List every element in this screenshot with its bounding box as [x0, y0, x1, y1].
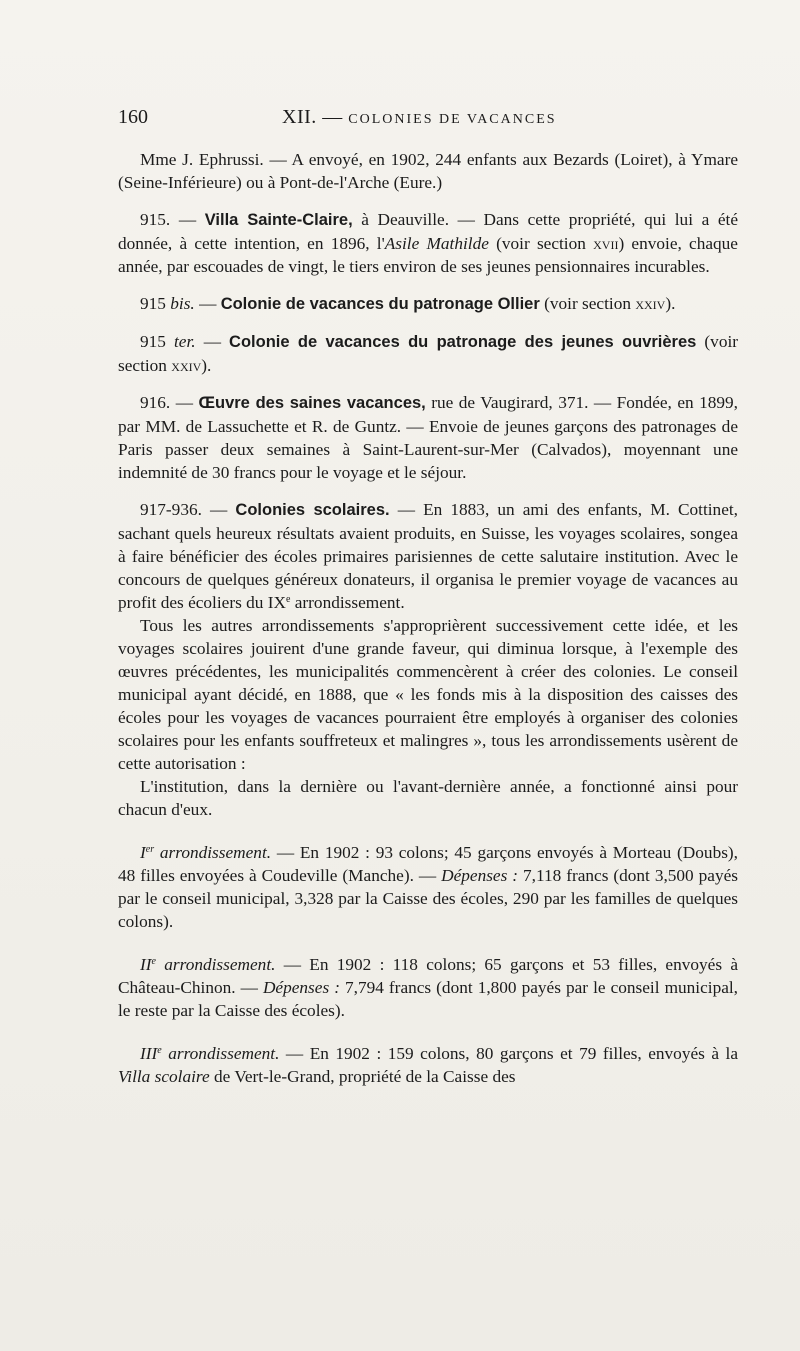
entry-title: Colonies scolaires. — [235, 501, 390, 519]
page-number: 160 — [118, 106, 148, 128]
chapter-number: XII. — — [282, 106, 343, 128]
paragraph-916: 916. — Œuvre des saines vacances, rue de Vaugirard, 371. — Fondée, en 1899, par MM. de Lassuchette et R. de Guntz. — Envoie de jeunes garçons des patronages de Paris passer deux semaines à Saint-Laurent-sur-Mer (Calvados), moyennant une indemnité de 30 francs pour le voyage et le séjour. — [118, 393, 739, 482]
arrondissement-label: IIIe arrondissement. — [140, 1044, 280, 1063]
paragraph-915: 915. — Villa Sainte-Claire, à Deauville. — Dans cette propriété, qui lui a été donnée, à cette intention, en 1896, l'Asile Mathilde (voir section xvii) envoie, chaque année, par escouades de vingt, le tiers environ de ses jeunes pensionnaires incurables. — [118, 210, 738, 276]
arrondissement-label: Ier arrondissement. — [140, 843, 272, 862]
paragraph-tous: Tous les autres arrondissements s'approprièrent successivement cette idée, et les voyages scolaires jouirent d'une grande faveur, qui diminua lorsque, à l'exemple des œuvres précédentes, les municipalités commencèrent à créer des colonies. Le conseil municipal ayant décidé, en 1888, que « les fonds mis à la disposition des caisses des écoles pour les voyages de vacances pourraient être employés à organiser des colonies scolaires pour les enfants souffreteux et malingres », tous les arrondissements usèrent de cette autorisation : — [118, 616, 738, 773]
paragraph-ephrussi: Mme J. Ephrussi. — A envoyé, en 1902, 244 enfants aux Bezards (Loiret), à Ymare (Seine-Inférieure) ou à Pont-de-l'Arche (Eure.) — [118, 150, 738, 192]
paragraph-915-bis: 915 bis. — Colonie de vacances du patronage Ollier (voir section xxiv). — [140, 294, 676, 313]
entry-title: Villa Sainte-Claire, — [204, 211, 353, 229]
paragraph-institution: L'institution, dans la dernière ou l'avant-dernière année, a fonctionné ainsi pour chacun d'eux. — [118, 777, 738, 819]
chapter-title: COLONIES DE VACANCES — [348, 112, 557, 127]
villa-name: Villa scolaire — [118, 1067, 210, 1086]
entry-title: Colonie de vacances du patronage des jeunes ouvrières — [229, 333, 697, 351]
paragraph-arrondissement-3: IIIe arrondissement. — En 1902 : 159 colons, 80 garçons et 79 filles, envoyés à la Villa scolaire de Vert-le-Grand, propriété de la Caisse des — [118, 1044, 738, 1086]
entry-number: 916. — — [140, 393, 193, 412]
entry-number: 917-936. — — [140, 500, 228, 519]
entry-number: 915 — [140, 294, 166, 313]
paragraph-915-ter: 915 ter. — Colonie de vacances du patronage des jeunes ouvrières (voir section xxiv). — [118, 332, 739, 375]
paragraph-arrondissement-1: Ier arrondissement. — En 1902 : 93 colons; 45 garçons envoyés à Morteau (Doubs), 48 filles envoyées à Coudeville (Manche). — Dépenses : 7,118 francs (dont 3,500 payés par le conseil municipal, 3,328 par la Caisse des écoles, 290 par les familles de quelques colons). — [118, 843, 739, 931]
arrondissement-label: IIe arrondissement. — [140, 955, 276, 974]
page-body — [118, 148, 738, 1088]
paragraph-917-936: 917-936. — Colonies scolaires. — En 1883, un ami des enfants, M. Cottinet, sachant quels heureux résultats avaient produits, en Suisse, les voyages scolaires, songea à faire bénéficier des écoles primaires parisiennes de cette salutaire institution. Avec le concours de quelques généreux donateurs, il organisa le premier voyage de vacances au profit des écoliers du IXe arrondissement. — [118, 500, 738, 612]
page-header — [118, 106, 738, 136]
entry-title: Œuvre des saines vacances, — [198, 394, 426, 412]
entry-number: 915 — [140, 332, 166, 351]
paragraph-arrondissement-2: IIe arrondissement. — En 1902 : 118 colons; 65 garçons et 53 filles, envoyés à Château-Chinon. — Dépenses : 7,794 francs (dont 1,800 payés par le conseil municipal, le reste par la Caisse des écoles). — [118, 955, 738, 1020]
running-title — [282, 106, 557, 129]
asile-name: Asile Mathilde — [384, 234, 489, 253]
entry-number: 915. — — [140, 210, 197, 229]
entry-title: Colonie de vacances du patronage Ollier — [220, 295, 540, 313]
